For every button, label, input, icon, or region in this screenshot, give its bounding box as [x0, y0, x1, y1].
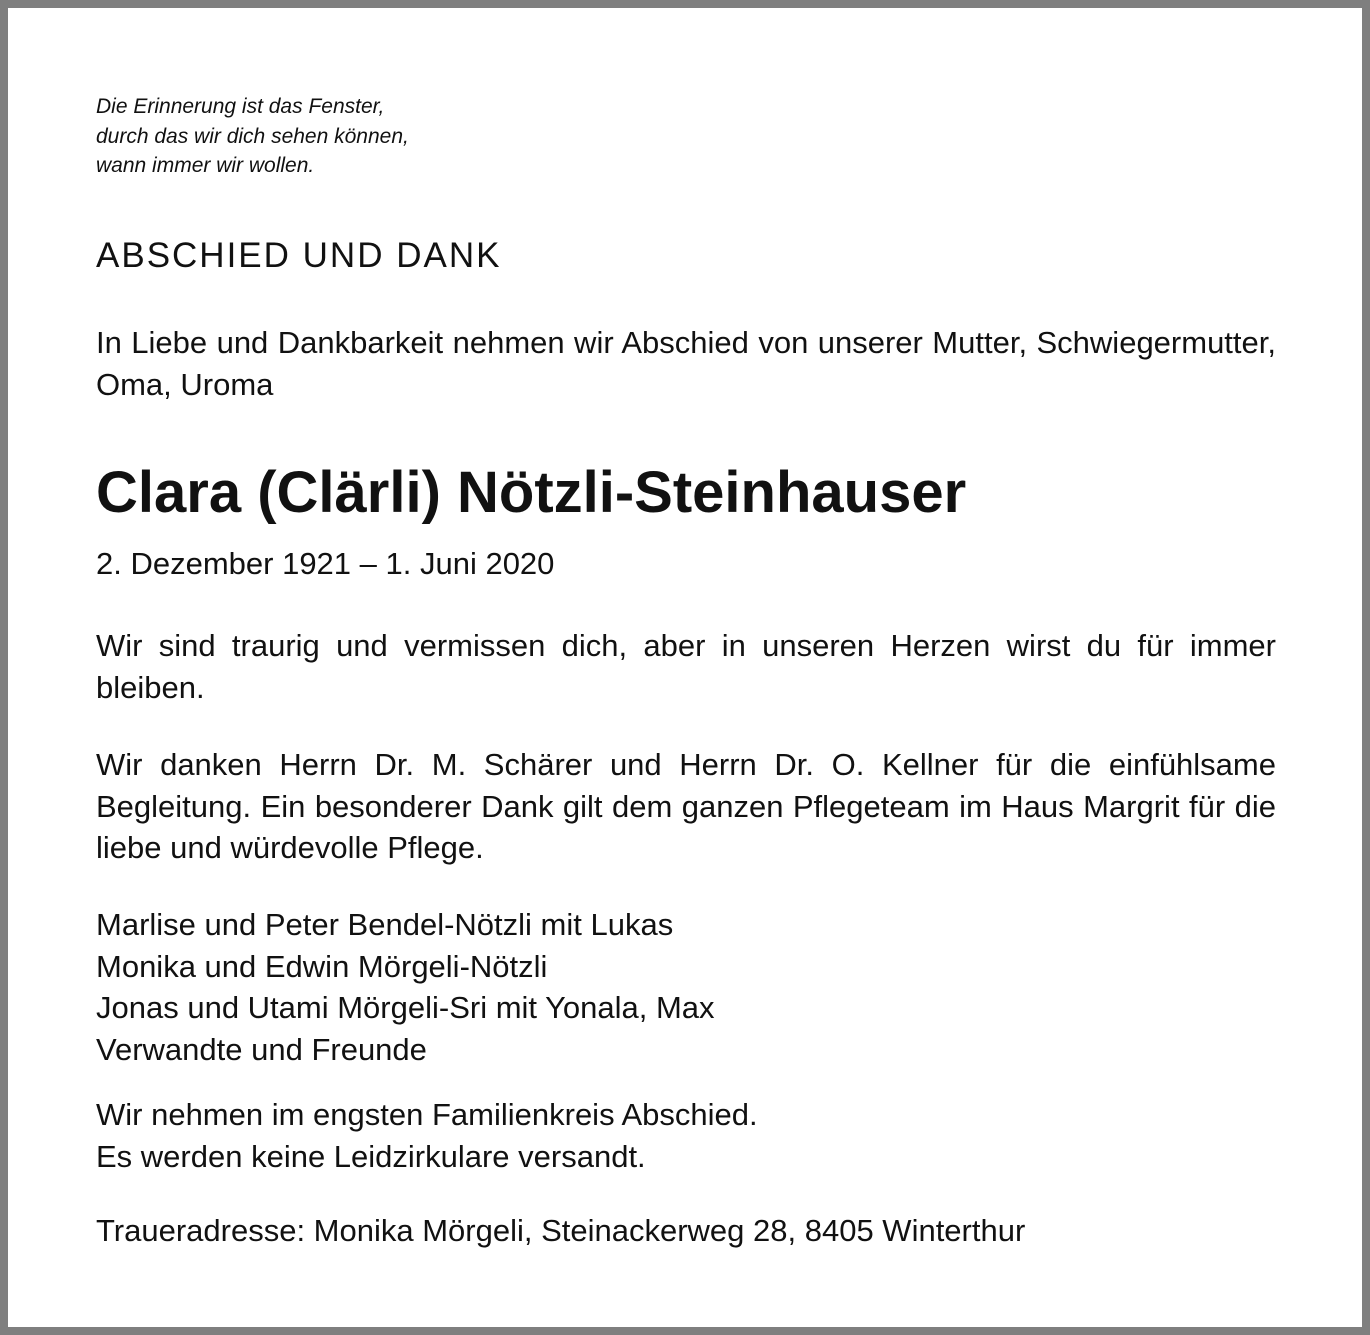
motto-line: Die Erinnerung ist das Fenster, [96, 95, 385, 118]
motto-quote [96, 92, 409, 181]
obituary-page [8, 8, 1362, 1327]
mourning-address: Traueradresse: Monika Mörgeli, Steinackerweg 28, 8405 Winterthur [96, 1213, 1026, 1248]
notice-line: Wir nehmen im engsten Familienkreis Abschied. [96, 1097, 758, 1132]
thanks-text: Wir danken Herrn Dr. M. Schärer und Herrn Dr. O. Kellner für die einfühlsame Begleitung. Ein besonderer Dank gilt dem ganzen Pflegeteam im Haus Margrit für die liebe und würdevolle Pflege. [96, 747, 1276, 865]
obituary-heading: ABSCHIED UND DANK [96, 236, 502, 275]
mourner-line: Monika und Edwin Mörgeli-Nötzli [96, 948, 548, 984]
motto-line: durch das wir dich sehen können, [96, 124, 409, 148]
mourner-line: Verwandte und Freunde [96, 1031, 427, 1067]
deceased-name: Clara (Clärli) Nötzli-Steinhauser [96, 460, 967, 525]
mourner-line: Marlise und Peter Bendel-Nötzli mit Lukas [96, 907, 674, 942]
funeral-notice [96, 1094, 758, 1177]
notice-line: Es werden keine Leidzirkulare versandt. [96, 1138, 646, 1174]
motto-line: wann immer wir wollen. [96, 154, 315, 177]
mourners-list [96, 904, 715, 1070]
life-dates: 2. Dezember 1921 – 1. Juni 2020 [96, 546, 555, 581]
intro-text: In Liebe und Dankbarkeit nehmen wir Abschied von unserer Mutter, Schwiegermutter, Oma, Uroma [96, 325, 1276, 402]
mourner-line: Jonas und Utami Mörgeli-Sri mit Yonala, Max [96, 990, 715, 1025]
grief-text: Wir sind traurig und vermissen dich, aber in unseren Herzen wirst du für immer bleiben. [96, 628, 1276, 705]
